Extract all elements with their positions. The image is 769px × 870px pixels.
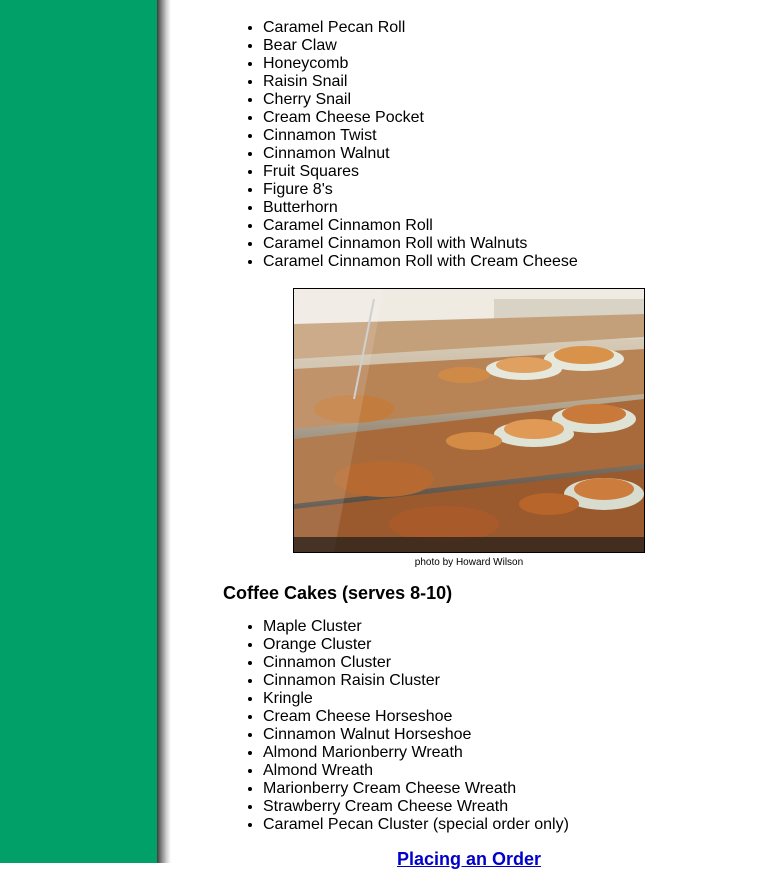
list-item: • Cinnamon Raisin Cluster — [263, 672, 569, 690]
list-item: • Caramel Cinnamon Roll — [263, 217, 578, 235]
list-item: • Cinnamon Cluster — [263, 654, 569, 672]
bakery-case-photo — [293, 288, 645, 553]
list-item: • Almond Wreath — [263, 762, 569, 780]
list-item: • Honeycomb — [263, 55, 578, 73]
list-item: • Cream Cheese Horseshoe — [263, 708, 569, 726]
list-item: • Orange Cluster — [263, 636, 569, 654]
coffee-cakes-heading: Coffee Cakes (serves 8-10) — [223, 583, 453, 603]
coffee-cakes-list — [223, 618, 569, 834]
list-item: • Cinnamon Twist — [263, 127, 578, 145]
sidebar-shadow — [157, 0, 171, 863]
list-item: • Butterhorn — [263, 199, 578, 217]
left-sidebar — [0, 0, 157, 863]
bakery-case-illustration — [294, 289, 644, 552]
list-item: • Marionberry Cream Cheese Wreath — [263, 780, 569, 798]
list-item: • Maple Cluster — [263, 618, 569, 636]
list-item: • Cinnamon Walnut — [263, 145, 578, 163]
photo-figure — [293, 288, 645, 569]
list-item: • Almond Marionberry Wreath — [263, 744, 569, 762]
list-item: • Cinnamon Walnut Horseshoe — [263, 726, 569, 744]
list-item: • Cream Cheese Pocket — [263, 109, 578, 127]
list-item: • Caramel Cinnamon Roll with Walnuts — [263, 235, 578, 253]
list-item: • Caramel Pecan Roll — [263, 19, 578, 37]
pastry-list — [223, 19, 578, 271]
list-item: • Bear Claw — [263, 37, 578, 55]
list-item: • Kringle — [263, 690, 569, 708]
list-item: • Cherry Snail — [263, 91, 578, 109]
placing-an-order-link[interactable]: Placing an Order — [397, 849, 542, 869]
list-item: • Caramel Pecan Cluster (special order only) — [263, 816, 569, 834]
list-item: • Fruit Squares — [263, 163, 578, 181]
photo-caption: photo by Howard Wilson — [414, 557, 524, 568]
list-item: • Caramel Cinnamon Roll with Cream Cheese — [263, 253, 578, 271]
list-item: • Figure 8's — [263, 181, 578, 199]
list-item: • Strawberry Cream Cheese Wreath — [263, 798, 569, 816]
list-item: • Raisin Snail — [263, 73, 578, 91]
